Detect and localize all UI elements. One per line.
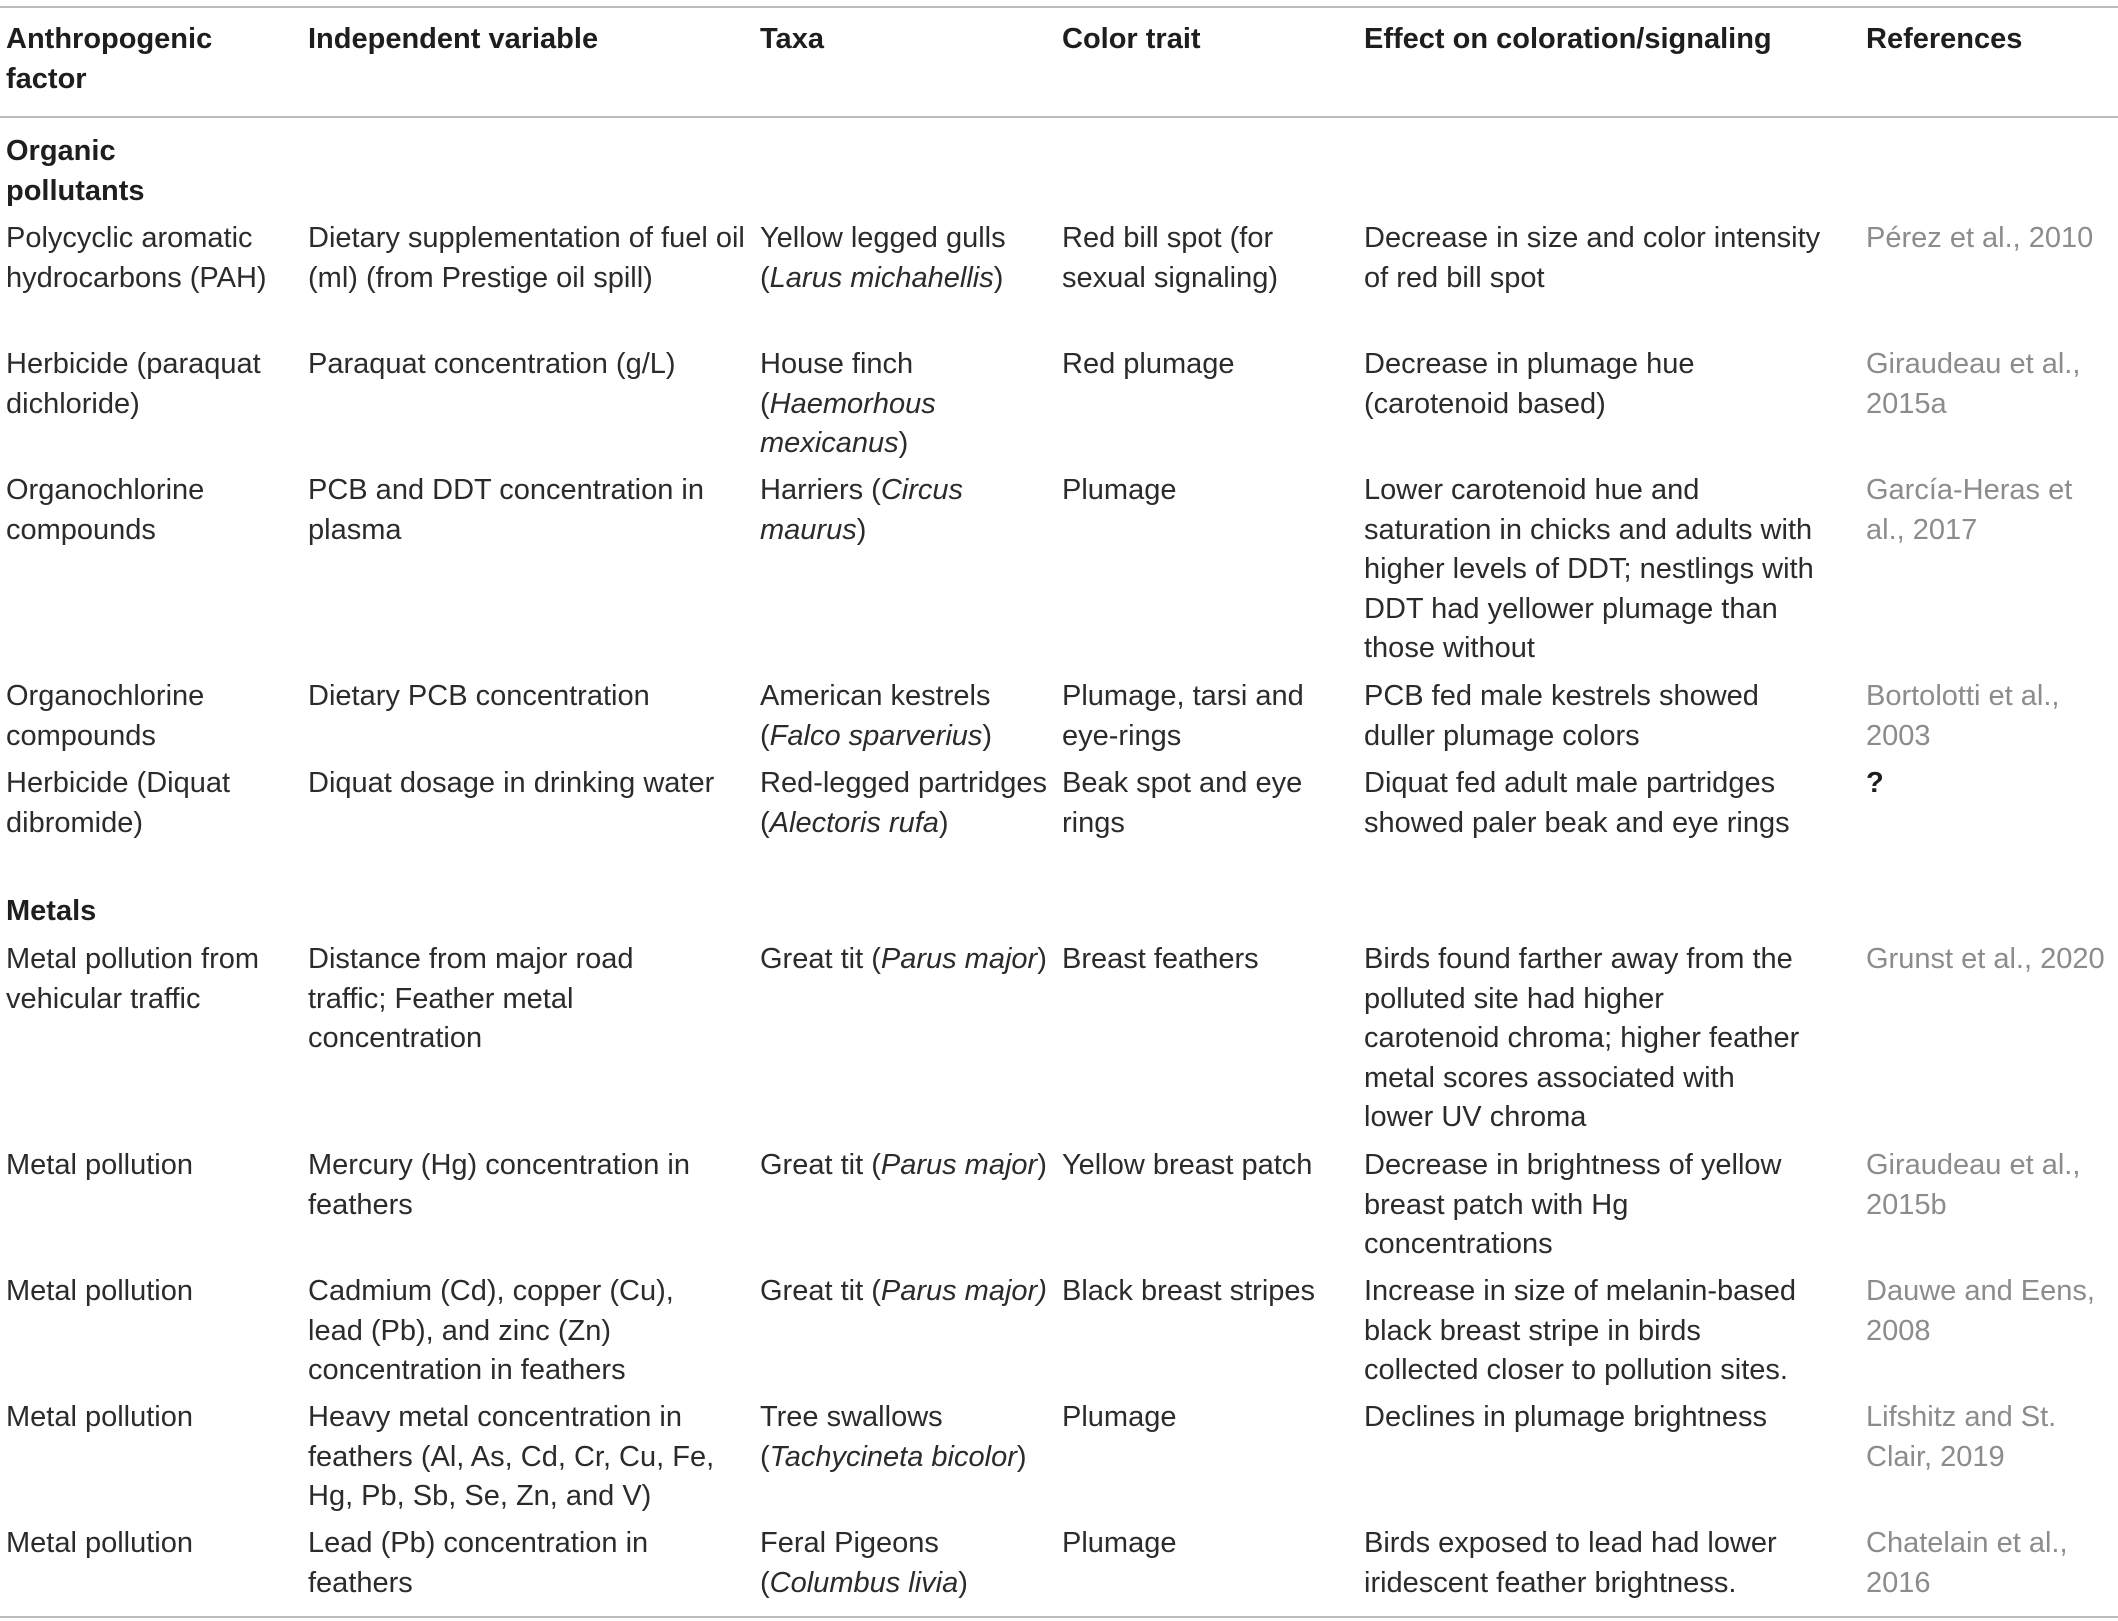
row-1-reference[interactable]: Giraudeau et al., 2015a (1866, 348, 2081, 420)
row-2-effect: Lower carotenoid hue and saturation in chicks and adults with higher levels of DDT; nestlings with DDT had yellower plumage than those without (1364, 474, 1814, 664)
row-4-factor: Herbicide (Diquat dibromide) (6, 767, 231, 839)
row-4-trait: Beak spot and eye rings (1062, 767, 1303, 839)
row-2-taxa: Harriers (Circus maurus) (760, 474, 964, 546)
row-3-taxa: American kestrels (Falco sparverius) (760, 680, 993, 752)
row-1-taxa: House finch (Haemorhous mexicanus) (760, 348, 936, 459)
row-7-taxa: Great tit (Parus major) (760, 1275, 1047, 1307)
row-6-trait: Yellow breast patch (1062, 1149, 1313, 1181)
row-9-trait: Plumage (1062, 1527, 1177, 1559)
row-7-factor: Metal pollution (6, 1275, 193, 1307)
row-0-taxa: Yellow legged gulls (Larus michahellis) (760, 222, 1006, 294)
row-1-effect: Decrease in plumage hue (carotenoid based) (1364, 348, 1695, 420)
row-0-trait: Red bill spot (for sexual signaling) (1062, 222, 1279, 294)
row-4-effect: Diquat fed adult male partridges showed paler beak and eye rings (1364, 767, 1790, 839)
row-3-trait: Plumage, tarsi and eye-rings (1062, 680, 1304, 752)
row-9-factor: Metal pollution (6, 1527, 193, 1559)
row-7-reference[interactable]: Dauwe and Eens, 2008 (1866, 1275, 2095, 1347)
row-6-taxa: Great tit (Parus major) (760, 1149, 1047, 1181)
row-9-effect: Birds exposed to lead had lower iridescent feather brightness. (1364, 1527, 1777, 1599)
header-effect: Effect on coloration/signaling (1364, 23, 1772, 55)
row-2-factor: Organochlorine compounds (6, 474, 205, 546)
row-1-independent: Paraquat concentration (g/L) (308, 348, 676, 380)
row-5-effect: Birds found farther away from the polluted site had higher carotenoid chroma; higher feather metal scores associated with lower UV chroma (1364, 943, 1800, 1133)
row-4-independent: Diquat dosage in drinking water (308, 767, 715, 799)
row-8-independent: Heavy metal concentration in feathers (Al, As, Cd, Cr, Cu, Fe, Hg, Pb, Sb, Se, Zn, and V) (308, 1401, 715, 1512)
row-9-independent: Lead (Pb) concentration in feathers (308, 1527, 649, 1599)
row-1-factor: Herbicide (paraquat dichloride) (6, 348, 261, 420)
row-6-reference[interactable]: Giraudeau et al., 2015b (1866, 1149, 2081, 1221)
row-5-factor: Metal pollution from vehicular traffic (6, 943, 260, 1015)
row-6-independent: Mercury (Hg) concentration in feathers (308, 1149, 690, 1221)
row-8-factor: Metal pollution (6, 1401, 193, 1433)
header-independent-variable: Independent variable (308, 23, 599, 55)
header-taxa: Taxa (760, 23, 824, 55)
header-references: References (1866, 23, 2023, 55)
row-7-independent: Cadmium (Cd), copper (Cu), lead (Pb), and zinc (Zn) concentration in feathers (308, 1275, 674, 1386)
row-5-reference[interactable]: Grunst et al., 2020 (1866, 943, 2105, 975)
row-8-taxa: Tree swallows (Tachycineta bicolor) (760, 1401, 1027, 1473)
row-9-taxa: Feral Pigeons (Columbus livia) (760, 1527, 968, 1599)
row-8-effect: Declines in plumage brightness (1364, 1401, 1767, 1433)
table-header-rule (0, 116, 2118, 118)
row-0-effect: Decrease in size and color intensity of red bill spot (1364, 222, 1821, 294)
section-metals: Metals (6, 895, 97, 927)
row-2-reference[interactable]: García-Heras et al., 2017 (1866, 474, 2073, 546)
row-0-factor: Polycyclic aromatic hydrocarbons (PAH) (6, 222, 267, 294)
row-8-reference[interactable]: Lifshitz and St. Clair, 2019 (1866, 1401, 2057, 1473)
row-3-reference[interactable]: Bortolotti et al., 2003 (1866, 680, 2060, 752)
row-5-trait: Breast feathers (1062, 943, 1259, 975)
row-1-trait: Red plumage (1062, 348, 1235, 380)
table-top-rule (0, 6, 2118, 8)
row-8-trait: Plumage (1062, 1401, 1177, 1433)
row-6-effect: Decrease in brightness of yellow breast patch with Hg concentrations (1364, 1149, 1782, 1260)
row-4-taxa: Red-legged partridges (Alectoris rufa) (760, 767, 1047, 839)
row-6-factor: Metal pollution (6, 1149, 193, 1181)
row-7-effect: Increase in size of melanin-based black breast stripe in birds collected closer to pollution sites. (1364, 1275, 1797, 1386)
row-3-effect: PCB fed male kestrels showed duller plumage colors (1364, 680, 1759, 752)
row-4-reference: ? (1866, 767, 1884, 799)
row-3-factor: Organochlorine compounds (6, 680, 205, 752)
header-anthropogenic-factor: Anthropogenic factor (6, 23, 213, 95)
row-9-reference[interactable]: Chatelain et al., 2016 (1866, 1527, 2068, 1599)
row-0-reference[interactable]: Pérez et al., 2010 (1866, 222, 2094, 254)
row-0-independent: Dietary supplementation of fuel oil (ml) (from Prestige oil spill) (308, 222, 745, 294)
row-3-independent: Dietary PCB concentration (308, 680, 650, 712)
section-organic-pollutants: Organic pollutants (6, 135, 145, 207)
row-2-independent: PCB and DDT concentration in plasma (308, 474, 705, 546)
row-7-trait: Black breast stripes (1062, 1275, 1316, 1307)
row-2-trait: Plumage (1062, 474, 1177, 506)
header-color-trait: Color trait (1062, 23, 1201, 55)
table-bottom-rule (0, 1616, 2118, 1618)
row-5-independent: Distance from major road traffic; Feather metal concentration (308, 943, 634, 1054)
row-5-taxa: Great tit (Parus major) (760, 943, 1047, 975)
